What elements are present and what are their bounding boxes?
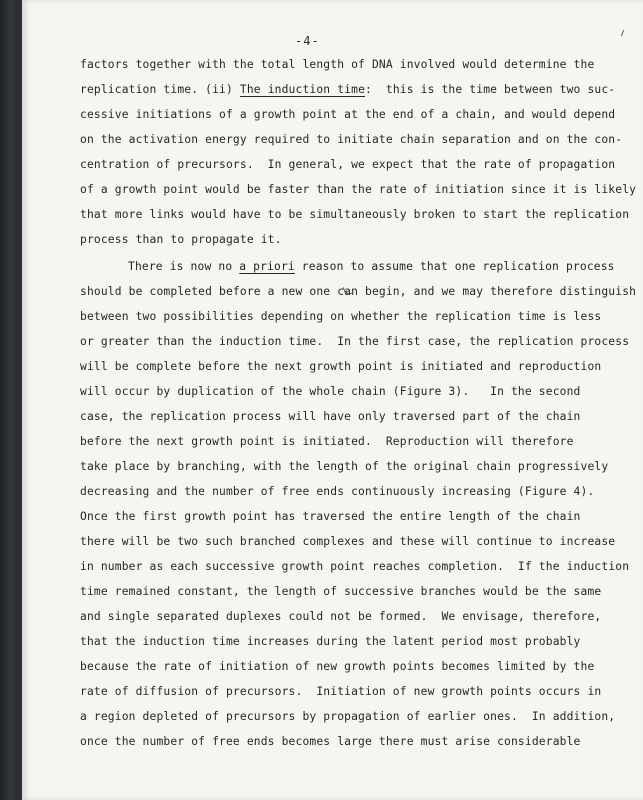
text-line: between two possibilities depending on whether the replication time is less [80,310,602,323]
text-line: take place by branching, with the length of the original chain progressively [80,460,609,473]
text-line: rate of diffusion of precursors. Initiation of new growth points occurs in [80,685,602,698]
text-run: There is now no [128,260,240,273]
text-line: case, the replication process will have only traversed part of the chain [80,410,581,423]
text-line: and single separated duplexes could not be formed. We envisage, therefore, [80,610,602,623]
text-line: that more links would have to be simultaneously broken to start the replication [80,208,630,221]
underlined-term: a priori [239,260,295,273]
text-line: decreasing and the number of free ends continuously increasing (Figure 4). [80,485,595,498]
page-number: -4- [295,34,320,48]
text-line: process than to propagate it. [80,233,282,246]
text-line: will be complete before the next growth point is initiated and reproduction [80,360,602,373]
text-run: : this is the time between two suc- [365,83,616,96]
text-line [80,83,615,97]
pencil-mark [621,30,624,36]
text-line: there will be two such branched complexes and these will continue to increase [80,535,616,548]
text-line: because the rate of initiation of new growth points becomes limited by the [80,660,595,673]
text-line: Once the first growth point has traversed the entire length of the chain [80,510,581,523]
text-line: centration of precursors. In general, we expect that the rate of propagation [80,158,616,171]
text-run: replication time. (ii) [80,83,240,96]
text-line: will occur by duplication of the whole chain (Figure 3). In the second [80,385,581,398]
text-line: time remained constant, the length of successive branches would be the same [80,585,602,598]
text-line: on the activation energy required to initiate chain separation and on the con- [80,133,623,146]
text-line: cessive initiations of a growth point at the end of a chain, and would depend [80,108,616,121]
text-line: of a growth point would be faster than the rate of initiation since it is likely [80,183,637,196]
text-line: a region depleted of precursors by propagation of earlier ones. In addition, [80,710,616,723]
text-line: that the induction time increases during the latent period most probably [80,635,581,648]
text-line: or greater than the induction time. In the first case, the replication process [80,335,630,348]
underlined-term: The induction time [239,83,366,96]
text-run: reason to assume that one replication process [294,260,615,273]
text-line: before the next growth point is initiated. Reproduction will therefore [80,435,574,448]
text-line: factors together with the total length of DNA involved would determine the [80,58,595,71]
text-line: in number as each successive growth point reaches completion. If the induction [80,560,630,573]
text-line [128,260,615,274]
text-line: once the number of free ends becomes large there must arise considerable [80,735,581,748]
text-line: should be completed before a new one can begin, and we may therefore distinguish [80,285,637,298]
